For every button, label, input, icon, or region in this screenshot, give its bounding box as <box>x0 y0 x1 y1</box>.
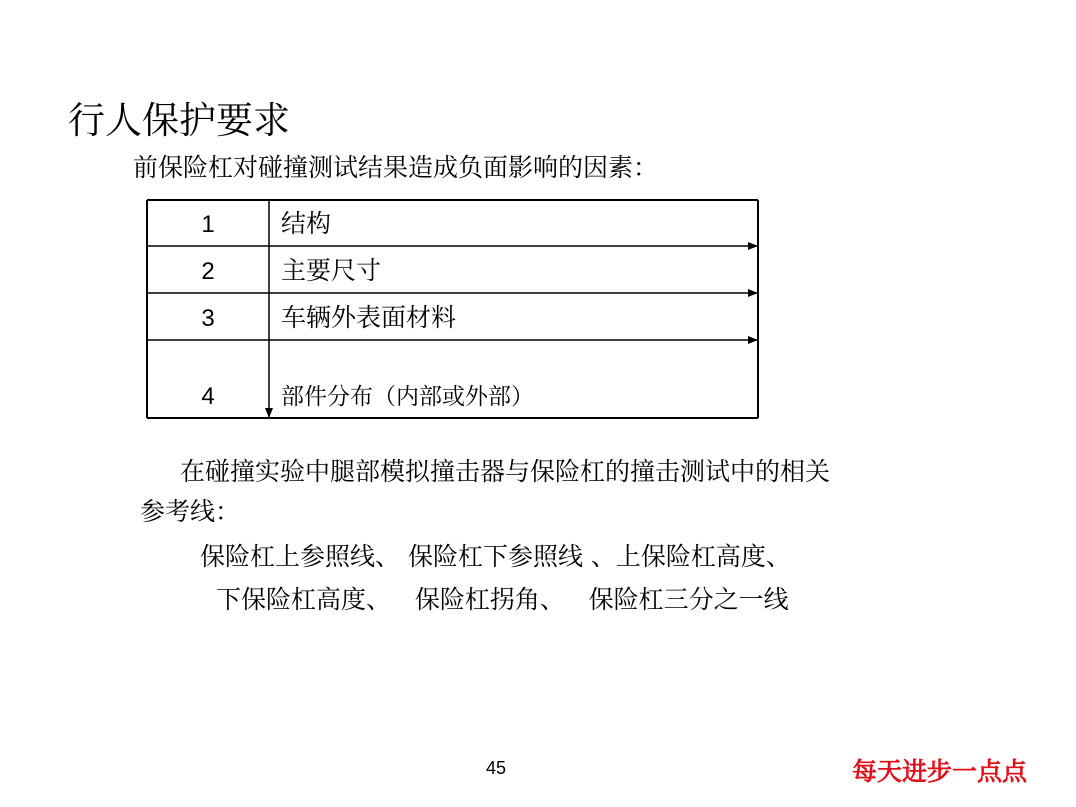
footer-slogan: 每天进步一点点 <box>852 757 1028 786</box>
reference-lines-row: 下保险杠高度、 保险杠拐角、 保险杠三分之一线 <box>216 585 789 614</box>
row-label: 结构 <box>281 209 332 238</box>
row-label: 主要尺寸 <box>281 256 382 285</box>
row-number: 1 <box>201 211 215 238</box>
paragraph-line: 参考线： <box>140 497 241 526</box>
page-number: 45 <box>486 758 507 778</box>
slide-subtitle: 前保险杠对碰撞测试结果造成负面影响的因素： <box>133 153 659 182</box>
row-number: 4 <box>201 383 215 410</box>
slide-title: 行人保护要求 <box>68 99 290 142</box>
row-number: 2 <box>201 258 215 285</box>
row-label: 部件分布（内部或外部） <box>281 384 534 410</box>
paragraph-line: 在碰撞实验中腿部模拟撞击器与保险杠的撞击测试中的相关 <box>180 457 831 486</box>
row-label: 车辆外表面材料 <box>281 303 457 332</box>
reference-lines-row: 保险杠上参照线、 保险杠下参照线 、上保险杠高度、 <box>200 542 791 571</box>
row-number: 3 <box>201 305 215 332</box>
factors-table <box>145 198 765 423</box>
